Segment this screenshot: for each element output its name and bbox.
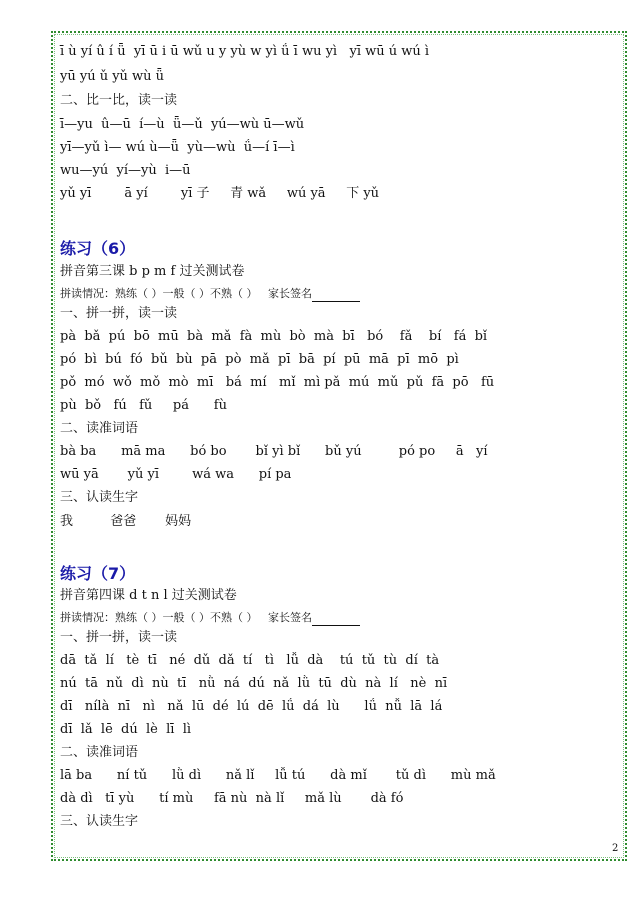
section-heading: 三、认读生字 <box>60 490 139 505</box>
character-line: 我 爸爸 妈妈 <box>60 514 192 529</box>
page-number: 2 <box>612 843 619 854</box>
section-heading: 一、拼一拼，读一读 <box>60 630 178 645</box>
section-heading: 三、认读生字 <box>60 814 139 829</box>
section-heading: 二、读准词语 <box>60 421 139 436</box>
compare-line: yǔ yī ā yí yī 子 青 wǎ wú yā 下 yǔ <box>60 186 380 201</box>
exercise-subtitle: 拼音第三课 b p m f 过关测试卷 <box>60 264 245 279</box>
signature-line <box>312 290 360 302</box>
pinyin-line: dī nílà nī nì nǎ lū dé lú dē lǘ dá lù lǘ nǚ lā lá <box>60 699 443 714</box>
pinyin-line: pà bǎ pú bō mū bà mǎ fà mù bò mà bī bó fǎ bí fá bǐ <box>60 329 488 344</box>
pinyin-line: nú tā nǔ dì nù tī nǜ ná dú nǎ lǜ tū dù nà lí nè nī <box>60 676 448 691</box>
pinyin-line: yū yú ǔ yǔ wù ǖ <box>60 69 165 84</box>
section-heading: 二、比一比，读一读 <box>60 93 178 108</box>
exercise-title: 练习（7） <box>60 564 136 583</box>
section-heading: 一、拼一拼，读一读 <box>60 306 178 321</box>
pinyin-line: pǒ mó wǒ mǒ mò mī bá mí mǐ mì pǎ mú mǔ pǔ fā pō fū <box>60 375 495 390</box>
signature-line <box>312 614 360 626</box>
exercise-title: 练习（6） <box>60 239 136 258</box>
pinyin-line: dī lǎ lē dú lè lī lì <box>60 722 192 737</box>
word-line: bà ba mā ma bó bo bǐ yì bǐ bǔ yú pó po ā yí <box>60 444 488 459</box>
pinyin-line: dā tǎ lí tè tī né dǔ dǎ tí tì lǚ dà tú tǔ tù dí tà <box>60 653 440 668</box>
pinyin-line: pó bì bú fó bǔ bù pā pò mǎ pī bā pí pū mā pī mō pì <box>60 352 459 367</box>
word-line: lā ba ní tǔ lǜ dì nǎ lǐ lǚ tú dà mǐ tǔ dì mù mǎ <box>60 768 496 783</box>
word-line: wū yā yǔ yī wá wa pí pa <box>60 467 292 482</box>
compare-line: ī—yu û—ū í—ù ǖ—ǔ yú—wù ū—wǔ <box>60 117 305 132</box>
pinyin-line: ī ù yí û í ǖ yī ū i ū wǔ u y yù w yì ǘ ī wu yì yī wū ú wú ì <box>60 44 430 59</box>
compare-line: wu—yú yí—yù i—ū <box>60 163 191 178</box>
reading-status: 拼读情况：熟练（ ）一般（ ）不熟（ ） 家长签名 <box>60 610 360 626</box>
exercise-subtitle: 拼音第四课 d t n l 过关测试卷 <box>60 588 237 603</box>
reading-status: 拼读情况：熟练（ ）一般（ ）不熟（ ） 家长签名 <box>60 286 360 302</box>
word-line: dà dì tī yù tí mù fā nù nà lǐ mǎ lù dà fó <box>60 791 404 806</box>
pinyin-line: pù bǒ fú fǔ pá fù <box>60 398 227 413</box>
compare-line: yī—yǔ ì— wú ù—ǖ yù—wù ǘ—í ī—ì <box>60 140 295 155</box>
section-heading: 二、读准词语 <box>60 745 139 760</box>
